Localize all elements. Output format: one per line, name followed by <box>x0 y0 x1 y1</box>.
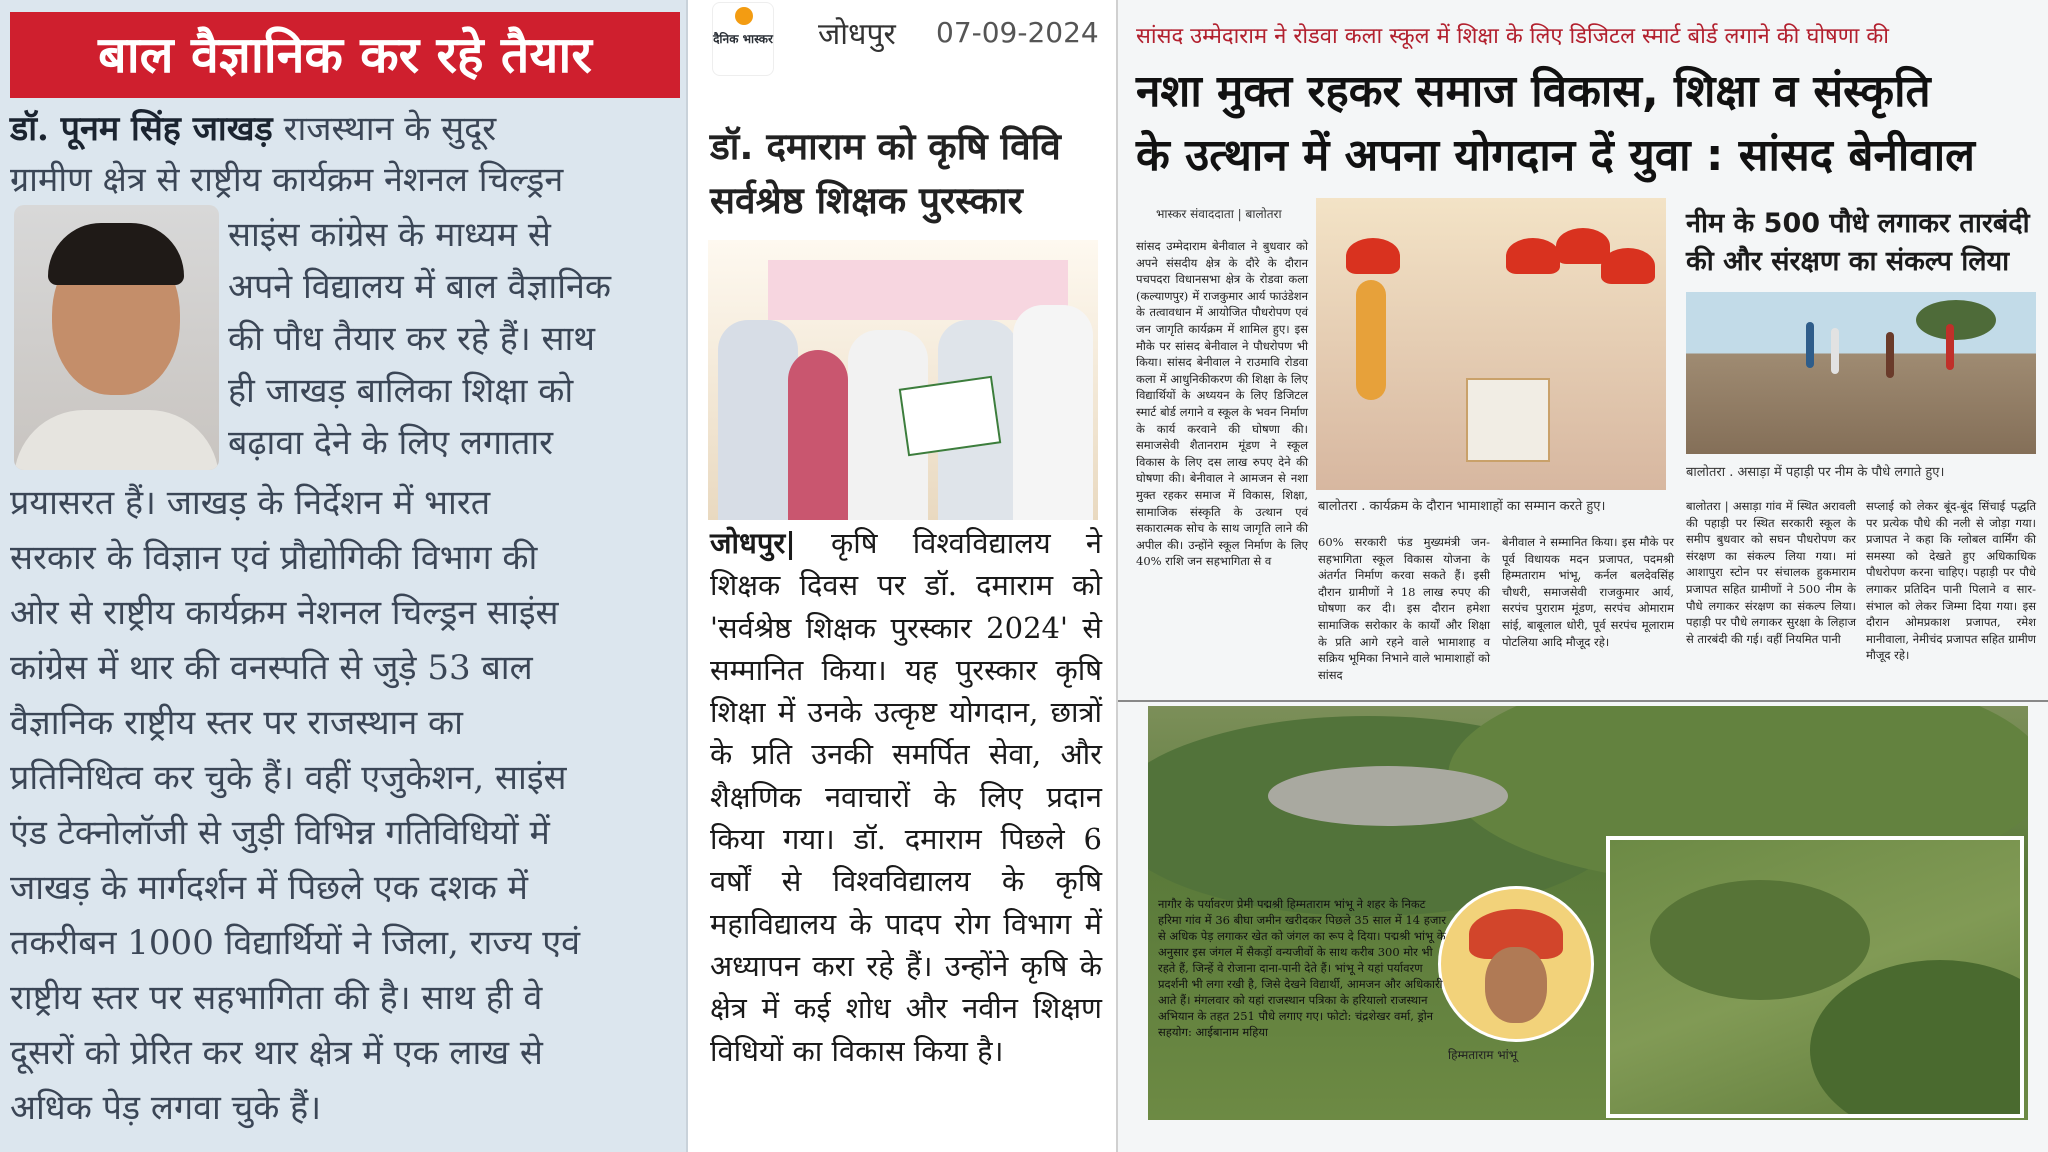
memento <box>1466 378 1550 462</box>
section-divider <box>1118 700 2048 702</box>
article-line: वैज्ञानिक राष्ट्रीय स्तर पर राजस्थान का <box>10 703 463 743</box>
logo-text: दैनिक भास्कर <box>713 32 773 46</box>
hill <box>1810 960 2024 1118</box>
article-line: साइंस कांग्रेस के माध्यम से <box>228 215 551 255</box>
author-photo <box>14 205 219 470</box>
photo-caption: बालोतरा . कार्यक्रम के दौरान भामाशाहों का सम्मान करते हुए। <box>1318 499 1606 514</box>
turban <box>1601 248 1655 284</box>
article-line: अपने विद्यालय में बाल वैज्ञानिक <box>228 267 611 307</box>
photo-person <box>1806 322 1814 368</box>
article-text: राजस्थान के सुदूर <box>283 109 497 149</box>
inset-photo <box>1606 836 2024 1118</box>
article-line: ओर से राष्ट्रीय कार्यक्रम नेशनल चिल्ड्रन साइंस <box>10 593 559 633</box>
article-body <box>710 522 1102 1072</box>
article-column: सांसद उम्मेदाराम बेनीवाल ने बुधवार को अपने संसदीय क्षेत्र के दौरे के दौरान पचपदरा विधानसभा क्षेत्र के रोडवा कला (कल्याणपुर) में राजकुमार आर्य फाउंडेशन के तत्वावधान में आयोजित पौधरोपण एवं जन जागृति कार्यक्रम में शामिल हुए। इस मौके पर सांसद बेनीवाल ने पौधरोपण भी किया। सांसद बेनीवाल ने राउमावि रोडवा कला में आधुनिकीकरण की शिक्षा के लिए विद्यार्थियों के अध्ययन के लिए डिजिटल स्मार्ट बोर्ड लगाने व स्कूल के भवन निर्माण के कार्य करवाने की घोषणा की। समाजसेवी शैतानराम मूंडण ने स्कूल विकास के लिए दस लाख रुपए देने की घोषणा की। बेनीवाल ने आमजन से नशा मुक्त रहकर समाज में विकास, शिक्षा, सामाजिक संस्कृति के उत्थान एवं सकारात्मक सोच के साथ जागृति लाने की अपील की। उन्होंने स्कूल निर्माण के लिए 40% राशि जन सहभागिता से व <box>1136 239 1308 569</box>
article-line: सरकार के विज्ञान एवं प्रौद्योगिकी विभाग की <box>10 538 538 578</box>
hill <box>1650 880 1870 1000</box>
article-line: प्रतिनिधित्व कर चुके हैं। वहीं एजुकेशन, साइंस <box>10 758 567 798</box>
article-line: की पौध तैयार कर रहे हैं। साथ <box>228 319 596 359</box>
article-column: सप्लाई को लेकर बूंद-बूंद सिंचाई पद्धति पर प्रत्येक पौधे की नली से जोड़ा गया। प्रजापत ने कहा कि ग्लोबल वार्मिंग की समस्या को देखते हुए अधिकाधिक पौधरोपण करना चाहिए। पहाड़ी पर पौधे लगाकर प्रतिदिन पानी पिलाने व सार-संभाल को लेकर जिम्मा दिया गया। इस दौरान ओमप्रकाश प्रजापत, रमेश मानीवाला, नेमीचंद प्रजापत सहित ग्रामीण मौजूद रहे। <box>1866 499 2036 663</box>
article-line: राष्ट्रीय स्तर पर सहभागिता की है। साथ ही वे <box>10 978 543 1018</box>
article-line: ही जाखड़ बालिका शिक्षा को <box>228 371 574 411</box>
garland <box>1356 280 1386 400</box>
newspaper-logo <box>712 2 774 76</box>
portrait-name: हिम्मताराम भांभू <box>1448 1048 1518 1062</box>
photo-hair <box>48 223 184 285</box>
forest-aerial-photo <box>1148 706 2028 1120</box>
article-line: बढ़ावा देने के लिए लगातार <box>228 423 554 463</box>
article-line <box>10 104 496 150</box>
photo-person <box>788 350 848 520</box>
photo-person <box>1831 328 1839 374</box>
certificate <box>899 376 1002 456</box>
tree <box>1916 300 1996 340</box>
building <box>1268 766 1508 826</box>
column-divider <box>686 0 688 1152</box>
turban <box>1506 238 1560 274</box>
edition-date: 07-09-2024 <box>936 16 1099 49</box>
column-divider <box>1116 0 1118 1152</box>
byline: भास्कर संवाददाता | बालोतरा <box>1156 207 1282 221</box>
plantation-photo <box>1686 292 2036 454</box>
photo-face <box>1485 947 1547 1023</box>
photo-person <box>718 320 798 520</box>
article-line: जाखड़ के मार्गदर्शन में पिछले एक दशक में <box>10 868 528 908</box>
photo-person <box>1946 324 1954 370</box>
felicitation-photo <box>1316 198 1666 490</box>
headline-line: के उत्थान में अपना योगदान दें युवा : सांसद बेनीवाल <box>1136 130 1975 181</box>
article-line: ग्रामीण क्षेत्र से राष्ट्रीय कार्यक्रम नेशनल चिल्ड्रन <box>10 160 564 200</box>
dateline: जोधपुर| <box>710 526 796 560</box>
article-line: एंड टेक्नोलॉजी से जुड़ी विभिन्न गतिविधियों में <box>10 813 550 853</box>
article-column: 60% सरकारी फंड मुख्यमंत्री जन-सहभागिता स्कूल विकास योजना के अंतर्गत निर्माण करवा सकते हैं। इसी दौरान ग्रामीणों ने 18 लाख रुपए की घोषणा कर दी। इस दौरान हमेशा सामाजिक सरोकार के कार्यों और शिक्षा के प्रति आगे रहने वाले भामाशाह व सक्रिय भूमिका निभाने वाले भामाशाहों को सांसद <box>1318 535 1490 682</box>
article-line: अधिक पेड़ लगवा चुके हैं। <box>10 1088 322 1128</box>
side-article-headline: नीम के 500 पौधे लगाकर तारबंदी की और संरक्षण का संकल्प लिया <box>1686 208 2030 277</box>
sun-icon <box>735 7 753 25</box>
article-line: तकरीबन 1000 विद्यार्थियों ने जिला, राज्य एवं <box>10 923 581 963</box>
article-line: दूसरों को प्रेरित कर थार क्षेत्र में एक लाख से <box>10 1033 543 1073</box>
portrait-photo <box>1438 886 1594 1042</box>
author-name: डॉ. पूनम सिंह जाखड़ <box>10 109 273 149</box>
headline-line: नशा मुक्त रहकर समाज विकास, शिक्षा व संस्कृति <box>1136 66 1931 117</box>
photo-caption: बालोतरा . असाड़ा में पहाड़ी पर नीम के पौधे लगाते हुए। <box>1686 465 1945 480</box>
article-headline: डॉ. दमाराम को कृषि विवि सर्वश्रेष्ठ शिक्षक पुरस्कार <box>710 125 1061 222</box>
article-text: कृषि विश्वविद्यालय ने शिक्षक दिवस पर डॉ. दमाराम को 'सर्वश्रेष्ठ शिक्षक पुरस्कार 2024' से सम्मानित किया। यह पुरस्कार कृषि शिक्षा में उनके उत्कृष्ट योगदान, छात्रों के प्रति उनकी समर्पित सेवा, और शैक्षणिक नवाचारों के लिए प्रदान किया गया। डॉ. दमाराम पिछले 6 वर्षों से विश्वविद्यालय के कृषि महाविद्यालय के पादप रोग विभाग में अध्यापन करा रहे हैं। उन्होंने कृषि के क्षेत्र में कई शोध और नवीन शिक्षण विधियों का विकास किया है। <box>710 526 1103 1068</box>
article-kicker: सांसद उम्मेदाराम ने रोडवा कला स्कूल में शिक्षा के लिए डिजिटल स्मार्ट बोर्ड लगाने की घोषणा की <box>1136 24 1889 49</box>
article-column: बेनीवाल ने सम्मानित किया। इस मौके पर पूर्व विधायक मदन प्रजापत, पदमश्री हिम्मताराम भांभू, कर्नल बलदेवसिंह चौधरी, समाजसेवी राजकुमार आर्य, सरपंच पुराराम मूंडण, सरपंच ओमाराम सांई, बाबूलाल धोरी, पूर्व सरपंच मूलाराम पोटलिया आदि मौजूद रहे। <box>1502 535 1674 649</box>
article-headline: बाल वैज्ञानिक कर रहे तैयार <box>10 12 680 98</box>
article-line: प्रयासरत हैं। जाखड़ के निर्देशन में भारत <box>10 483 491 523</box>
edition-city: जोधपुर <box>818 17 896 52</box>
article-column: बालोतरा | असाड़ा गांव में स्थित अरावली की पहाड़ी पर स्थित सरकारी स्कूल के समीप बुधवार को सघन पौधरोपण कर संरक्षण का संकल्प लिया गया। मां आशापुरा स्टोन पर संचालक हुकमाराम प्रजापत सहित ग्रामीणों ने 500 नीम के पौधे लगाकर संरक्षण का संकल्प लिया। पहाड़ी पर पौधे लगाकर सुरक्षा के लिहाज से तारबंदी की गई। वहीं नियमित पानी <box>1686 499 1856 646</box>
photo-caption: नागौर के पर्यावरण प्रेमी पद्मश्री हिम्मताराम भांभू ने शहर के निकट हरिमा गांव में 36 बीघा जमीन खरीदकर पिछले 35 साल में 14 हजार से अधिक पेड़ लगाकर खेत को जंगल का रूप दे दिया। पद्मश्री भांभू के अनुसार इस जंगल में सैकड़ों वन्यजीवों के साथ करीब 300 मोर भी रहते हैं, जिन्हें वे रोजाना दाना-पानी देते हैं। भांभू ने यहां पर्यावरण प्रदर्शनी भी लगा रखी है, जिसे देखने विद्यार्थी, आमजन और अधिकारी आते हैं। मंगलवार को यहां राजस्थान पत्रिका के हरियालो राजस्थान अभियान के तहत 251 पौधे लगाए गए। फोटो: चंद्रशेखर वर्मा, ड्रोन सहयोग: आईबानाम महिया <box>1158 897 1447 1039</box>
photo-person <box>1013 305 1093 520</box>
article-mp-beniwal <box>1118 0 2048 1152</box>
photo-shirt <box>14 410 219 470</box>
photo-person <box>1886 332 1894 378</box>
article-line: कांग्रेस में थार की वनस्पति से जुड़े 53 बाल <box>10 648 533 688</box>
article-young-scientists <box>0 0 686 1152</box>
article-best-teacher <box>688 0 1116 1152</box>
award-photo <box>708 240 1098 520</box>
turban <box>1346 238 1400 274</box>
article-headline <box>1136 60 2036 188</box>
